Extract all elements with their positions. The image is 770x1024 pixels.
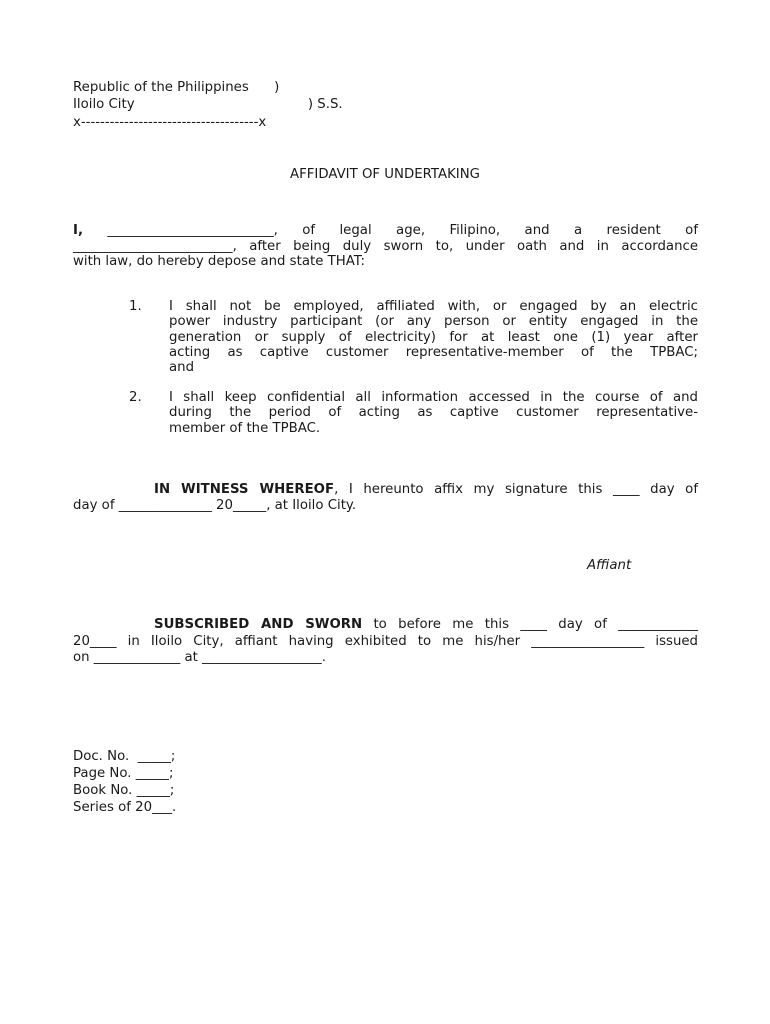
venue-city: Iloilo City ) S.S. [73, 97, 343, 112]
item-1-number: 1. [129, 299, 142, 314]
jurat-line-3: on _____________ at __________________. [73, 650, 326, 665]
series-year: Series of 20___. [73, 800, 177, 815]
item-1-line: I shall not be employed, affiliated with, or engaged by an electric [169, 299, 698, 314]
intro-pronoun: I, [73, 223, 83, 238]
item-1-line: power industry participant (or any person or entity engaged in the [169, 314, 698, 330]
page-number: Page No. _____; [73, 766, 174, 781]
item-1-line: and [169, 360, 195, 376]
witness-heading: IN WITNESS WHEREOF [154, 482, 335, 497]
intro-paragraph [73, 223, 698, 270]
jurat-line-1-text: to before me this ____ day of ____________ [362, 617, 698, 632]
jurat-line-2: 20____ in Iloilo City, affiant having exhibited to me his/her _________________ issued [73, 633, 698, 649]
intro-line-3: with law, do hereby depose and state THAT: [73, 254, 365, 269]
item-1-text [169, 299, 698, 375]
item-1-line: generation or supply of electricity) for at least one (1) year after [169, 329, 698, 345]
book-number: Book No. _____; [73, 783, 175, 798]
item-2-line: during the period of acting as captive customer representative- [169, 405, 698, 421]
doc-number: Doc. No. _____; [73, 749, 176, 764]
intro-line-2: ________________________, after being duly sworn to, under oath and in accordance [73, 238, 698, 254]
item-2-line: I shall keep confidential all information accessed in the course of and [169, 390, 698, 405]
affiant-label: Affiant [587, 558, 632, 573]
witness-paragraph [73, 482, 698, 513]
intro-line-1-text: _________________________, of legal age, Filipino, and a resident of [83, 223, 698, 238]
document-title: AFFIDAVIT OF UNDERTAKING [290, 167, 480, 182]
witness-line-2: day of ______________ 20_____, at Iloilo City. [73, 497, 357, 513]
jurat-heading: SUBSCRIBED AND SWORN [154, 617, 363, 632]
intro-line-1 [73, 223, 698, 239]
jurat-line-1 [73, 617, 698, 634]
item-2-line: member of the TPBAC. [169, 420, 321, 436]
witness-line-1 [73, 482, 698, 498]
item-2-number: 2. [129, 390, 142, 405]
jurat-paragraph [73, 617, 698, 667]
venue-republic: Republic of the Philippines ) [73, 80, 280, 95]
witness-line-1-text: , I hereunto affix my signature this ____ day of [334, 482, 698, 497]
item-2-text [169, 390, 698, 436]
venue-separator: x-------------------------------------x [73, 115, 267, 130]
item-1-line: acting as captive customer representative-member of the TPBAC; [169, 344, 698, 360]
